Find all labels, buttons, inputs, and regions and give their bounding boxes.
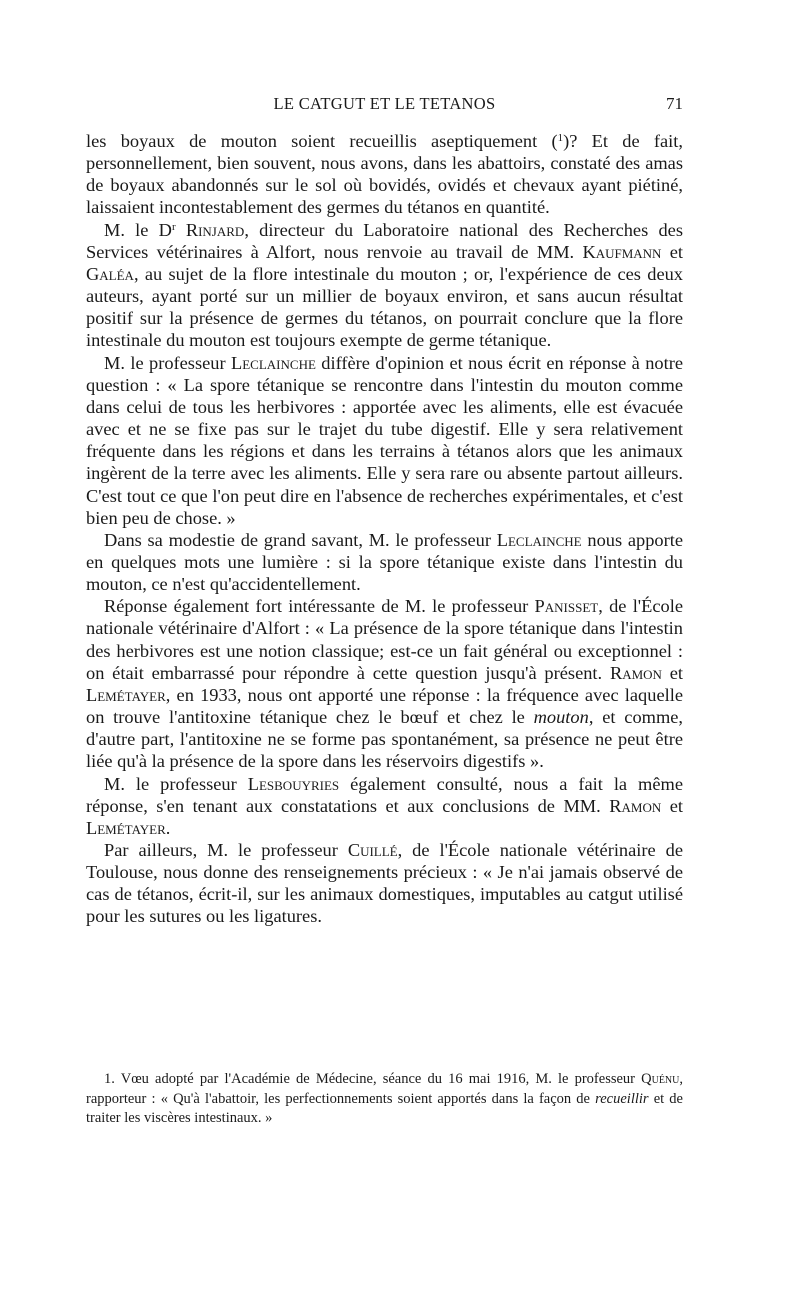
author-name: Leclainche	[496, 529, 582, 550]
text-run: et	[661, 662, 683, 683]
paragraph-2	[86, 219, 683, 352]
author-name: Galéa	[86, 263, 134, 284]
author-name: Lemétayer	[86, 817, 166, 838]
author-name: Rinjard	[185, 219, 245, 240]
author-name: Lesbouyries	[247, 773, 340, 794]
text-run: diffère d'opinion et nous écrit en réponse à notre question : « La spore tétanique se rencontre dans l'intestin du mouton comme dans celui de tous les herbivores : apportée avec les aliments, elle est évacuée avec et ne se fixe pas sur le trajet du tube digestif. Elle y sera relativement fréquente dans les régions et dans les terrains à tétanos alors que les animaux ingèrent de la terre avec les aliments. Elle y sera rare ou absente partout ailleurs. C'est tout ce que l'on peut dire en l'absence de recherches expérimentales, et c'est bien peu de chose. »	[86, 352, 683, 528]
author-name: Leclainche	[231, 352, 316, 373]
superscript: r	[171, 220, 176, 233]
paragraph-5	[86, 595, 683, 772]
text-run: Réponse également fort intéressante de M. le professeur	[104, 596, 535, 617]
author-name: Panisset	[534, 596, 599, 617]
text-run: , de l'École nationale vétérinaire d'Alfort : « La présence de la spore tétanique dans l'intestin des herbivores est une notion classique; est-ce un fait général ou exceptionnel : on était embarrassé pour répondre à cette question jusqu'à présent.	[86, 596, 683, 683]
text-run: 1. Vœu adopté par l'Académie de Médecine, séance du 16 mai 1916, M. le professeur	[104, 1071, 642, 1087]
text-run: .	[165, 817, 171, 838]
paragraph-3	[86, 352, 683, 529]
text-run: et	[661, 241, 684, 262]
text-run: , directeur du Laboratoire national des Recherches des Services vétérinaires à Alfort, nous renvoie au travail de MM.	[86, 219, 683, 262]
text-run: )? Et de fait, personnellement, bien souvent, nous avons, dans les abattoirs, constaté des amas de boyaux abandonnés sur le sol où bovidés, ovidés et chevaux ayant piétiné, laissaient incontestablement des germes du tétanos en quantité.	[86, 131, 683, 218]
author-name: Ramon	[609, 795, 662, 816]
text-run: M. le D	[104, 219, 172, 240]
text-run: et de traiter les viscères intestinaux. »	[86, 1090, 683, 1126]
footnote-text	[86, 1070, 683, 1129]
running-header	[86, 94, 683, 116]
text-run: , en 1933, nous ont apporté une réponse : la fréquence avec laquelle on trouve l'antitoxine tétanique chez le bœuf et chez le	[86, 684, 683, 728]
author-name: Ramon	[609, 662, 662, 683]
italic-word: recueillir	[595, 1090, 649, 1107]
author-name: Kaufmann	[582, 241, 662, 262]
paragraph-4	[86, 529, 683, 595]
paragraph-6	[86, 773, 683, 839]
text-run: , et comme, d'autre part, l'antitoxine ne se forme pas spontanément, sa présence ne peut être liée qu'à la présence de la spore dans les réservoirs digestifs ».	[86, 707, 684, 772]
text-run: , rapporteur : « Qu'à l'abattoir, les perfectionnements soient apportés dans la façon de	[86, 1071, 683, 1107]
text-run: , de l'École nationale vétérinaire de Toulouse, nous donne des renseignements précieux : « Je n'ai jamais observé de cas de tétanos, écrit-il, sur les animaux domestiques, imputables au catgut utilisé pour les sutures ou les ligatures.	[86, 840, 683, 927]
paragraph-1	[86, 130, 683, 219]
text-run: Par ailleurs, M. le professeur	[104, 840, 348, 860]
footnote-reference: 1	[557, 132, 564, 144]
paragraph-7	[86, 839, 683, 928]
italic-word: mouton	[533, 707, 589, 728]
text-run: M. le professeur	[104, 352, 231, 373]
author-name: Quénu	[641, 1071, 680, 1087]
running-title: LE CATGUT ET LE TETANOS	[273, 94, 496, 113]
text-run: également consulté, nous a fait la même réponse, s'en tenant aux constatations et aux conclusions de MM.	[86, 773, 683, 816]
text-run: les boyaux de mouton soient recueillis aseptiquement (	[86, 131, 558, 151]
author-name: Lemétayer	[86, 684, 166, 705]
text-run: Dans sa modestie de grand savant, M. le professeur	[104, 529, 497, 550]
text-run: , au sujet de la flore intestinale du mouton ; or, l'expérience de ces deux auteurs, ayant porté sur un millier de boyaux environ, et sans aucun résultat positif sur la présence de germes du tétanos, on pourrait conclure que la flore intestinale du mouton est toujours exempte de germe tétanique.	[86, 263, 683, 351]
author-name: Cuillé	[347, 840, 398, 860]
text-run: nous apporte en quelques mots une lumière : si la spore tétanique existe dans l'intestin du mouton, ce n'est qu'accidentellement.	[86, 529, 683, 595]
body-text	[86, 130, 683, 928]
text-run: et	[661, 795, 683, 816]
footnote	[86, 1070, 683, 1129]
page-number: 71	[666, 94, 683, 113]
text-run: M. le professeur	[104, 773, 248, 794]
